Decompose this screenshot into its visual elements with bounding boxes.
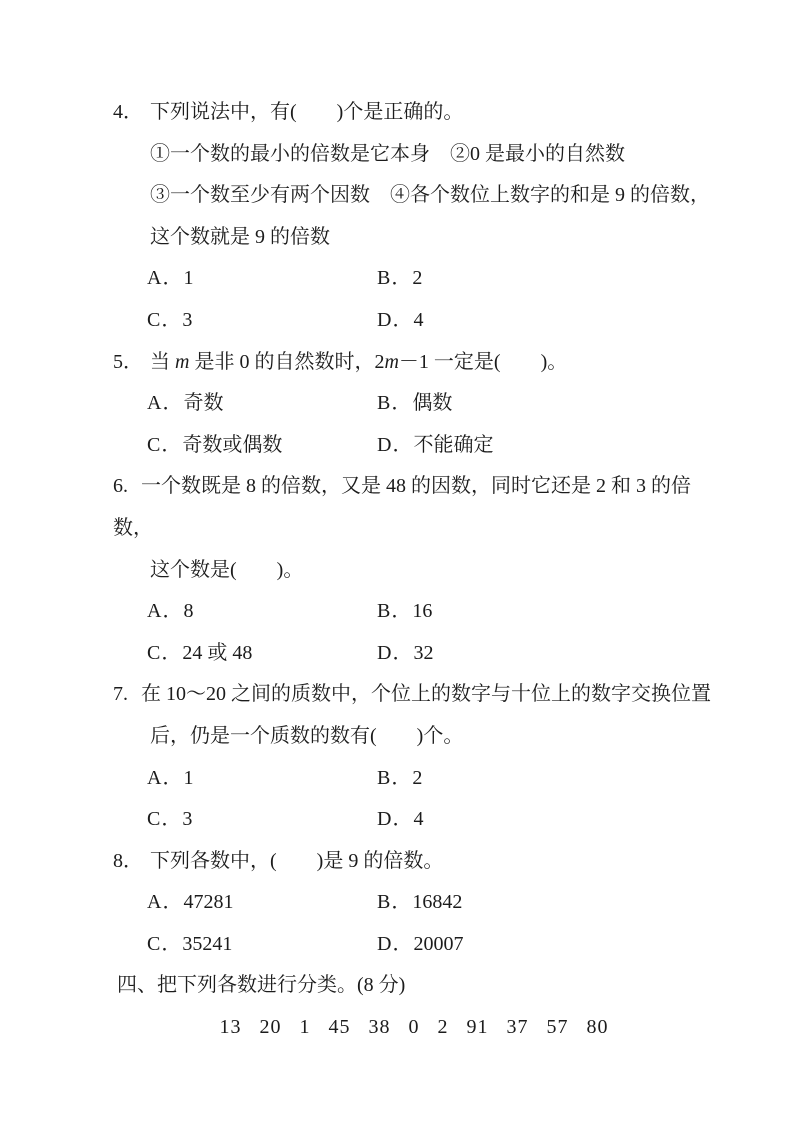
question-5-option-a (147, 383, 377, 425)
option-label: B． (377, 267, 413, 290)
question-6 (113, 466, 715, 674)
question-7-options-row-2 (113, 799, 715, 841)
option-text: 16 (412, 600, 433, 623)
question-6-stem: 一个数既是 8 的倍数，又是 48 的因数，同时它还是 2 和 3 的倍数， (113, 475, 691, 539)
option-text: 24 或 48 (182, 641, 253, 664)
question-4-number: 4． (113, 101, 143, 123)
option-label: B． (377, 766, 413, 789)
stem-segment: 是非 0 的自然数时，2 (189, 350, 385, 373)
option-label: C． (147, 308, 183, 331)
question-4-option-b (377, 258, 422, 300)
option-label: C． (147, 433, 183, 456)
option-label: A． (147, 891, 184, 914)
question-5-options-row-2 (113, 425, 715, 467)
option-label: A． (147, 600, 184, 623)
question-6-options-row-2 (113, 633, 715, 675)
option-label: A． (147, 267, 184, 290)
question-6-options-row-1 (113, 591, 715, 633)
question-7-options-row-1 (113, 758, 715, 800)
question-4 (113, 92, 715, 342)
option-label: C． (147, 808, 183, 831)
question-4-option-c (147, 300, 377, 342)
section-four (113, 965, 715, 1048)
question-5-option-b (377, 383, 452, 425)
option-text: 4 (413, 308, 424, 331)
question-4-stem: 下列说法中，有( )个是正确的。 (150, 101, 464, 123)
question-7-stem: 在 10～20 之间的质数中，个位上的数字与十位上的数字交换位置 (141, 683, 711, 706)
question-4-statement-3-4: ③一个数至少有两个因数 ④各个数位上数字的和是 9 的倍数， (150, 184, 710, 207)
question-7 (113, 674, 715, 840)
question-8-option-a (147, 882, 377, 924)
option-label: D． (377, 932, 414, 955)
question-7-option-a (147, 758, 377, 800)
question-8-option-c (147, 924, 377, 966)
option-label: D． (377, 808, 414, 831)
option-text: 1 (183, 766, 194, 789)
question-4-statement-1-2: ①一个数的最小的倍数是它本身 ②0 是最小的自然数 (150, 142, 625, 165)
question-6-stem-line (113, 466, 715, 549)
option-text: 8 (183, 600, 194, 623)
question-8-option-d (377, 924, 463, 966)
question-7-option-b (377, 758, 422, 800)
question-8-option-b (377, 882, 462, 924)
question-7-stem-cont: 后，仍是一个质数的数有( )个。 (150, 724, 464, 747)
option-label: B． (377, 392, 413, 415)
question-4-option-d (377, 300, 423, 342)
question-6-option-d (377, 633, 433, 675)
option-text: 35241 (182, 932, 233, 955)
question-8-options-row-1 (113, 882, 715, 924)
option-text: 奇数 (183, 392, 224, 415)
question-4-option-a (147, 258, 377, 300)
question-7-option-c (147, 799, 377, 841)
stem-segment: 当 (150, 350, 175, 373)
question-5-stem-line (113, 342, 715, 384)
question-6-option-c (147, 633, 377, 675)
question-4-options-row-1 (113, 258, 715, 300)
option-text: 3 (182, 808, 193, 831)
question-7-number: 7. (113, 683, 128, 706)
stem-segment: －1 一定是( )。 (398, 350, 568, 373)
section-four-heading: 四、把下列各数进行分类。(8 分) (117, 974, 406, 997)
section-four-numbers: 13 20 1 45 38 0 2 91 37 57 80 (219, 1016, 609, 1039)
question-6-stem-cont: 这个数是( )。 (150, 558, 304, 581)
question-5-number: 5． (113, 350, 143, 373)
variable-m: m (384, 350, 399, 373)
option-label: D． (377, 433, 414, 456)
question-6-number: 6. (113, 475, 128, 498)
option-text: 奇数或偶数 (182, 433, 283, 456)
question-8-number: 8． (113, 849, 143, 872)
question-6-option-a (147, 591, 377, 633)
question-8-stem-line (113, 841, 715, 883)
question-4-statement-4-cont: 这个数就是 9 的倍数 (150, 225, 330, 248)
question-8-options-row-2 (113, 924, 715, 966)
option-label: A． (147, 766, 184, 789)
option-text: 4 (413, 808, 424, 831)
option-label: C． (147, 641, 183, 664)
option-text: 16842 (412, 891, 463, 914)
option-label: C． (147, 932, 183, 955)
option-text: 2 (412, 766, 423, 789)
variable-m: m (175, 350, 190, 373)
option-text: 32 (413, 641, 434, 664)
question-5 (113, 342, 715, 467)
option-text: 2 (412, 267, 423, 290)
question-7-stem-line (113, 674, 715, 716)
option-label: A． (147, 392, 184, 415)
option-label: D． (377, 641, 414, 664)
option-label: B． (377, 600, 413, 623)
question-5-option-d (377, 425, 493, 467)
option-label: B． (377, 891, 413, 914)
question-6-option-b (377, 591, 432, 633)
option-text: 偶数 (412, 392, 453, 415)
option-text: 47281 (183, 891, 234, 914)
question-8 (113, 841, 715, 966)
question-5-stem (150, 351, 567, 373)
option-text: 1 (183, 267, 194, 290)
option-label: D． (377, 308, 414, 331)
question-4-stem-line (113, 92, 715, 134)
question-7-option-d (377, 799, 423, 841)
question-4-options-row-2 (113, 300, 715, 342)
question-5-options-row-1 (113, 383, 715, 425)
option-text: 20007 (413, 932, 464, 955)
option-text: 3 (182, 308, 193, 331)
question-8-stem: 下列各数中，( )是 9 的倍数。 (150, 849, 444, 872)
question-5-option-c (147, 425, 377, 467)
option-text: 不能确定 (413, 433, 494, 456)
